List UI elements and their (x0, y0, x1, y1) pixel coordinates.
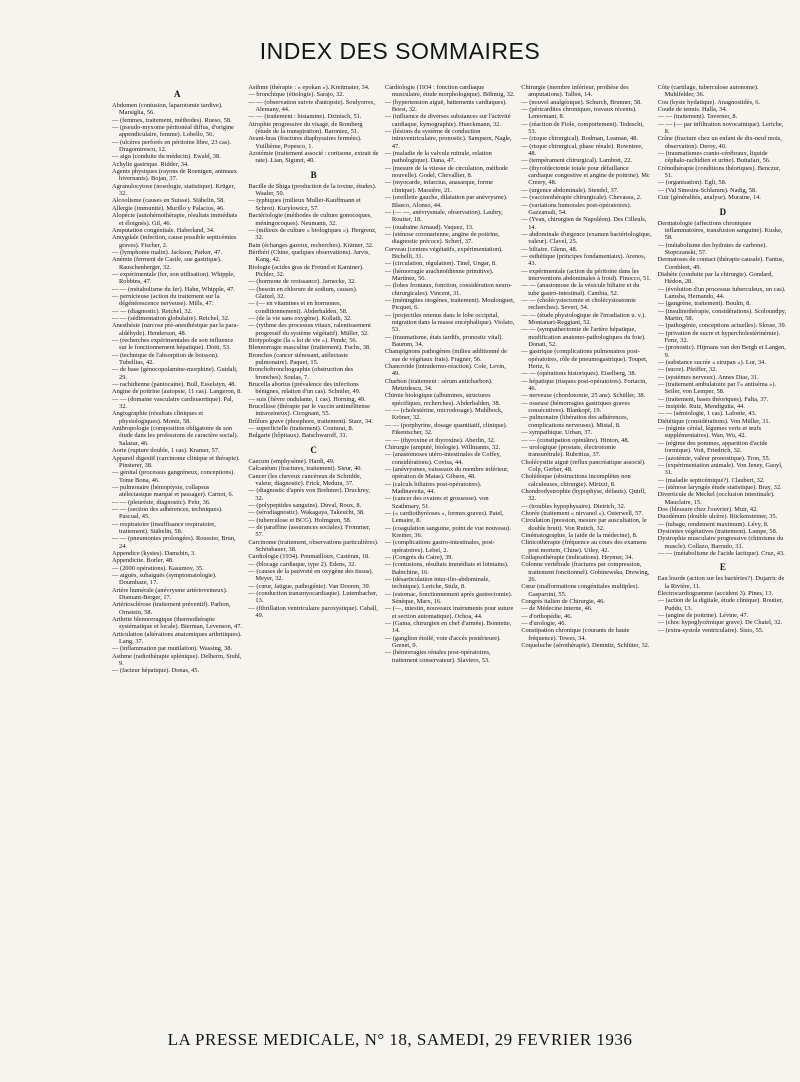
index-entry: Dystrophie musculaire progressive (chimisme du muscle). Collazo, Barrudo, 31. (657, 535, 784, 550)
index-entry: — (privation de sucre et hypercholestérinémie). Fenz, 32. (657, 329, 781, 344)
index-entry: — (lésions du système de conduction intraventriculaire, pronostic). Sampson, Nagle, 47. (384, 128, 512, 150)
index-entry: — (substance sucrée « sirupan »). Lur, 34. (657, 359, 766, 367)
index-entry: — pulmonaire (libération des adhérences, complications nerveuses). Mistal, 8. (521, 414, 629, 429)
index-entry: — (réaction de Fiole, comportement). Tedeschi, 53. (521, 120, 644, 136)
index-entry: — — (traitement : histamine). Dzinisch, 51. (248, 113, 362, 121)
index-entry: Bronches (cancer sténosant, atélectasie pulmonaire). Paquet, 15. (248, 351, 349, 367)
index-entry: — de base (génocopolamine-morphine). Guidali, 29. (112, 366, 238, 381)
index-entry: — (inflammation par mutilation). Wassing, 38. (112, 645, 233, 653)
index-column-4 (521, 84, 651, 1019)
index-entry: — (régime céréal, légumes verts et œufs supplémentaires). Wan, Wu, 42. (657, 425, 762, 440)
index-entry: Abdomen (contusion, laparotomie tardive). Marsiglia, 56. (112, 102, 223, 117)
index-entry: Alopécie (autohémothérapie, résultats immédiats et éloignés). Gil, 46. (112, 212, 238, 227)
index-entry: — aiguës, subaiguës (symptomatologie). Doumbaze, 17. (112, 572, 217, 587)
index-entry: — (femmes, traitement, méthodes). Rueso, 58. (112, 116, 232, 124)
index-entry: Bactériologie (méthodes de culture gonocoques, méningocoques). Neumann, 32. (248, 212, 372, 227)
index-entry: — (influence de diverses substances sur l'activité cardiaque, kymographie). Hueckmann, 32. (384, 113, 511, 128)
index-entry: — (pathogénie, conceptions actuelles). Slosse, 39. (657, 322, 787, 330)
index-entry: Bain (échanges gazeux, recherches). Krämer, 32. (248, 241, 374, 249)
index-column-5 (658, 84, 788, 1019)
index-entry: — (hémorragie arachnoïdienne primitive). Martinez, 56. (384, 267, 494, 282)
index-entry: — (risque chirurgical). Bodman, Leaman, 48. (521, 135, 639, 143)
index-entry: — (azotémie, valeur pronostique). Tron, 55. (657, 454, 771, 462)
index-entry: — d'orthopédie, 46. (521, 612, 573, 620)
index-entry: — bronchique (étiologie). Sarajo, 32. (248, 91, 345, 99)
index-entry: — sympathique. Urban, 37. (521, 429, 593, 437)
index-entry: — (sérodiagnostic). Wakagaya, Takeuchi, 38. (248, 509, 365, 517)
index-entry: — (variations humorales post-opératoires). Gazzamali, 54. (521, 201, 632, 216)
index-entry: — — (domaine vasculaire cardioaortique). Pal, 32. (112, 395, 234, 411)
index-entry: — (gangrène, traitement). Boulin, 8. (657, 300, 751, 308)
index-entry: Dos (blessure chez l'ouvrier). Muir, 42. (657, 505, 758, 513)
index-entry: — expérimentale (fer, son utilisation). Whipple, Robbins, 47. (112, 270, 235, 286)
index-entry: Bronchobronchographie (obstruction des bronches). Soulas, 7. (248, 366, 354, 381)
index-entry: — (contusions, résultats immédiats et lointains). Babtchine, 16. (384, 561, 509, 576)
index-entry: Crénothérapie (conditions théoriques). Benczur, 51. (657, 164, 781, 180)
index-entry: — (—, intestin, nouveaux instruments pour suture et section automatique). Ochoa, 44. (384, 605, 514, 620)
index-entry: — (diagnostic d'après von Brehmer). Druckrey, 32. (248, 487, 370, 502)
index-entry: — nerveuse (chordotomie, 25 ans). Schüller, 38. (521, 392, 646, 400)
index-entry: Amygdale (infection, cause possible septicémies graves). Fischer, 2. (112, 234, 237, 249)
index-entry: Arthrite blennorragique (thermothérapie systématique et locale). Bierman, Levenson, 47. (112, 616, 242, 631)
index-entry: — (hypertension aiguë, battements cardiaques). Borst, 32. (384, 98, 507, 114)
index-entry: — (cancer des ovaires et grossesse). von Szathmary, 51. (384, 495, 489, 510)
index-entry: — (hémorragies rénales post-opératoires, traitement conservateur). Slaviero, 53. (384, 649, 491, 664)
index-entry: — urologique (prostate, électrotomie transurétrale). Rubritius, 37. (521, 443, 616, 459)
index-entry: Dermatologie (affections chroniques inflammatoires, transfusion sanguine). Kuske, 58. (657, 219, 783, 242)
index-entry: — (traumatismes cranio-cérébraux, liquide céphalo-rachidien et urine). Buttafari, 56. (657, 150, 771, 165)
index-entry: Béribéri (Chine, quelques observations). Jarvis, Kang, 42. (248, 248, 370, 264)
index-entry: — (Yvan, chirurgien de Napoléon). Des Cilleuls, 14. (521, 216, 647, 231)
index-entry: — (rythme des processus vitaux, ralentissement progressif du système végétatif). Müller, 32. (248, 322, 371, 337)
index-entry: — (polypeptides sanguins). Duval, Roux, 8. (248, 501, 362, 509)
index-entry: — (nouvel analgésique). Schurch, Brunner, 58. (521, 98, 642, 106)
index-entry: Coude de tennis. Halla, 34. (657, 106, 728, 114)
index-entry: — suis (fièvre ondulante, 1 cas). Horning, 49. (248, 395, 366, 403)
index-entry: Cinématographie, la (aide de la médecine), 8. (521, 531, 638, 539)
index-entry: — gastrique (complications pulmonaires post-opératoires, rôle de pneumogastrique). Toupet, Hertz, 6. (521, 348, 648, 371)
index-entry: Biologie (acides gras de Freund et Kaminer). Pichler, 32. (248, 263, 364, 278)
index-entry: — — (— par infiltration novocaïnique). Leriche, 8. (657, 120, 784, 136)
index-entry: — (ouabaïne Arnaud). Vaquez, 13. (384, 223, 474, 231)
index-entry: — — (étude physiologique de l'irradiation u. v.). Montanari-Reggiani, 52. (521, 311, 646, 326)
index-entry: — (traitement ambulatoire par l'« antiséma »). Seiler, von Lemper, 58. (657, 381, 777, 396)
index-entry: Chancroïde (intradermo-réaction). Cole, Levin, 49. (384, 363, 506, 378)
index-entry: — (cœur, fatigue, pathogénie). Van Dooren, 39. (248, 582, 371, 590)
index-entry: — superficielle (traitement). Couturat, 8. (248, 425, 354, 433)
index-entry: — — (cholestérine, microdosage). Muhlbock, Kröner, 32. (384, 407, 503, 422)
index-entry: Anthropologie (composition obligatoire de son étude dans les professions de caractère social). Salazar, 46. (112, 425, 239, 447)
page-title: INDEX DES SOMMAIRES (259, 38, 541, 64)
index-entry: — (fibrillation ventriculaire paroxystique). Cahall, 49. (248, 604, 378, 620)
index-entry: — (angine de poitrine). Lévine, 47. (657, 612, 749, 620)
index-entry: Atrophie progressive du visage, de Romberg (étude de la transpiration). Baroniez, 51. (248, 120, 363, 136)
section-letter: D (719, 206, 727, 217)
index-entry: — — (pneumonies prolongées). Roussier, Brun, 24. (112, 535, 236, 550)
index-column-3 (385, 84, 515, 1019)
index-entry: — de Médecine interne, 46. (521, 605, 593, 613)
index-entry: — (organisation). Egli, 58. (657, 179, 727, 187)
index-entry: — (projectiles retenus dans le lobe occipital, migration dans la masse encéphalique). Violato, 53. (384, 311, 515, 334)
index-entry: — (pronostic). Hijmans van den Bergh et Langen, 9. (657, 344, 786, 359)
index-entry: — (thyroïdectomie totale pour défaillance cardiaque congestive et angine de poitrine). Mc Creery, 48. (521, 164, 650, 187)
index-entry: — (complications gastro-intestinales, post-opératoires). Lebel, 2. (384, 539, 495, 554)
index-entry: Achylie gastrique. Ridder, 34. (112, 160, 189, 168)
index-entry: Artériosclérose (traitement préventif). Parhon, Ornstein, 58. (112, 601, 231, 616)
index-entry: Anémie (ferment de Castle, sue gastrique). Rauschenberger, 32. (112, 256, 222, 271)
index-entry: — (maladie septicémique?). Claubert, 32. (657, 476, 765, 484)
index-entry: — (traitement, bases théoriques). Falta, 37. (657, 395, 769, 403)
index-entry: Cancer (les cheveux cancéreux de Schridde, valeur, diagnostic). Frick, Medura, 37. (248, 472, 362, 487)
index-entry: — (troubles hypophysaire). Dietrich, 32. (521, 502, 626, 510)
index-entry: — (— —, anévrysmale, observation). Laubry, Routier, 18. (384, 208, 503, 224)
index-entry: — — (métabolisme du fer). Hahn, Whipple, 47. (112, 285, 235, 293)
index-entry: — typhiques (milieux Muller-Kauffmann et Schrot). Kurylowicz, 57. (248, 197, 361, 212)
index-entry: Caecum (emphysème). Hardt, 49. (248, 457, 335, 465)
index-entry: — esthétique (principes fondamentaux). Arenos, 43. (521, 252, 646, 268)
index-entry: Chimie biologique (albumines, structures spécifiques, recherches). Abderhalden, 38. (384, 392, 501, 407)
index-entry: Cholédoque (obstructions incomplètes non calculeuses, chirurgie). Mirizzi, 8. (521, 473, 631, 488)
index-entry: Charbon (traitement : sérum anticharbon). Metzidescu, 34. (384, 377, 493, 393)
index-entry: — (sténose coronarienne, angine de poitrine, diagnostic précoce). Scherf, 37. (384, 230, 500, 246)
index-entry: — (maladie de la valvule mitrale, relation pathologique). Dana, 47. (384, 150, 492, 165)
index-entry: — (régime des pommes, apparition d'acide formique). Voit, Friedrich, 32. (657, 439, 768, 455)
index-entry: Biotypologie (la « loi de vie »). Pende, 56. (248, 337, 358, 344)
index-entry: — (pseudo-myxome péritonéal diffus, d'origine appendiculaire, femme). Lobello, 56. (112, 124, 234, 139)
index-entry: — — (porphyrine, dosage quantitatif, clinique). Fikentscher, 32. (384, 421, 508, 437)
index-entry: — aigu (conduite du médecin). Ewald, 38. (112, 153, 221, 161)
index-entry: — (lobes frontaux, fonction, considération neuro-chirurgicales). Vincent, 31. (384, 282, 513, 297)
index-entry: Avant-bras (fractures diaphysaires fermées). Vuillième, Popesco, 1. (248, 135, 362, 150)
index-entry: — (mesure de la vitesse de circulation, méthode nouvelle). Godel, Chevallier, 8. (384, 164, 508, 180)
index-entry: Asthme (radiothérapie splénique). Delherm, Stuhl, 9. (112, 652, 242, 668)
index-entry: — (estomac, fonctionnement après gastrectomie). Sénèque, Marx, 16. (384, 590, 513, 606)
index-entry: — (Gama, chirurgien en chef d'armée). Bonnette, 14. (384, 620, 512, 635)
index-entry: — (anastomoses utéro-intestinales de Coffey, considérations). Covisa, 44. (384, 451, 501, 466)
index-entry: Clinicothérapie (fréquence au cours des examens post mortem, Chine). Utley, 42. (521, 539, 647, 554)
index-entry: — (extra-systole ventriculaire). Sisto, 55. (657, 626, 764, 634)
index-entry: Chirurgie (membre inférieur, prothèse des amputations). Talbot, 14. (521, 84, 629, 99)
index-entry: Aorte (rupture double, 1 cas). Kramer, 57. (112, 447, 220, 455)
index-entry: — (coagulation sanguine, point de vue nouveau). Kreiner, 36. (384, 524, 511, 539)
index-entry: — (calculs biliaires post-opératoires). Madinaveita, 44. (384, 480, 482, 495)
index-entry: — (« cardiothyréoses », formes graves). Patel, Lemaire, 8. (384, 509, 504, 525)
index-entry: — — (métabolisme de l'acide lactique). Cruz, 43. (657, 549, 785, 557)
index-entry: Diabète (conduite par la chirurgie). Gondard, Hédon, 28. (657, 270, 774, 286)
index-entry: — (sucre). Pfeiffer, 32. (657, 366, 717, 374)
index-entry: Dermatoses de contact (thérapie causale). Fantus, Cornbleet, 49. (657, 256, 785, 271)
index-entry: Chirurgie (amputé, biologie). Willmanns, 32. (384, 443, 501, 451)
index-entry: — (lymphome malin). Jackson, Parker, 47. (112, 248, 222, 256)
index-entry: — rachidienne (pantocaine). Bull, Esselstyn, 48. (112, 381, 237, 389)
index-entry: — (de la vie sans oxygène). Kollath, 32. (248, 314, 352, 322)
index-entry: — (milieux de culture « biologiques »). Hergrenz, 32. (248, 226, 377, 242)
index-entry: — pulmonaire (hémoptysie, collapsus atélectasique marqué et passager). Carnot, 6. (112, 483, 234, 499)
index-entry: — — (pleurésie, diagnostic). Fehr, 36. (112, 498, 211, 506)
index-entry: Diététique (considérations). Von Müller, 31. (657, 417, 771, 425)
index-entry: Carcinome (traitement, observations particulières). Schönbauer, 38. (248, 538, 379, 553)
index-entry: Eau lourde (action sur les bactéries?). Dujarric de la Rivière, 11. (657, 575, 785, 590)
index-entry: — — (observation suivie d'autopsie). Soulyorres, Alemany, 44. (248, 98, 376, 114)
index-entry: Crâne (fracture chez un enfant de dix-neuf mois, observation). Deroy, 40. (657, 135, 782, 150)
index-entry: Électrocardiogramme (accident 3). Pines, 13. (657, 590, 774, 597)
index-entry: Brucellose (thérapie par le vaccin antimélitense intraveineux). Cicognani, 55. (248, 403, 370, 418)
index-entry: Dystonies végétatives (traitement). Lampe, 58. (657, 527, 778, 535)
index-entry: Bacille de Shiga (production de la toxine, études). Waaler, 50. (248, 182, 377, 198)
index-entry: — (méningites otogènes, traitement). Moulonguet, Picquet, 6. (384, 296, 515, 312)
index-entry: Bulgarie (hôpitaux). Batschwaroff, 31. (248, 432, 348, 440)
index-entry: Constipation chronique (courants de haute fréquence). Tewes, 34. (521, 627, 630, 642)
index-entry: — (traumatisme, états tardifs, pronostic vital). Baumm, 34. (384, 333, 504, 349)
index-entry: — — (traitement). Taverner, 8. (657, 113, 738, 121)
index-entry: Côte (cartilage, tuberculose autonome). Muhlfelder, 36. (657, 84, 759, 99)
index-entry: Diverticule de Meckel (occlusion intestinale). Mauclaire, 15. (657, 491, 775, 506)
index-entry: Calcanéum (fractures, traitement). Sieur, 40. (248, 465, 363, 473)
index-entry: Cœur (malformations congénitales multiples). Gasparrini, 55. (521, 583, 640, 598)
index-entry: — (anévrysmes, vaisseaux du membre inférieur, opération de Matas). Gibson, 48. (384, 465, 509, 481)
index-entry: — (péricardites chroniques, travaux récents). Lenormant, 8. (521, 106, 637, 121)
index-entry: Appareil digestif (carcinome clinique et thérapie). Pinsterer, 38. (112, 454, 240, 469)
index-columns (112, 84, 788, 1019)
index-entry: Congrès italien de Chirurgie, 46. (521, 598, 605, 606)
index-entry: — (myocarde, infarctus, anasarque, forme clinique). Massière, 21. (384, 179, 493, 194)
index-entry: — (blocage cardiaque, type 2). Edens, 32. (248, 560, 356, 568)
index-entry: Azotémie (traitement associé : cortisone, extrait de rate). Lian, Siguret, 40. (248, 150, 379, 165)
index-entry: Chondrodystrophie (hypophyse, défauts). Quirll, 32. (521, 487, 646, 503)
index-entry: — — (anastomose de la vésicule biliaire et du tube gastro-intestinal). Cambia, 52. (521, 282, 640, 297)
index-entry: Asthme (thérapie : « epokan »). Kreitmaier, 34. (248, 84, 370, 91)
page-footer: LA PRESSE MEDICALE, N° 18, SAMEDI, 29 FEVRIER 1936 (167, 1030, 633, 1049)
index-entry: — (choc hypoglycémique grave). De Chatel, 32. (657, 619, 783, 627)
index-entry: — (oreillette gauche, dilatation par anévrysme). Blasco, Alonso, 44. (384, 194, 508, 209)
index-entry: — (facteur hépatique). Donas, 45. (112, 667, 200, 675)
index-entry: — — (constipation opiniâtre). Hinton, 48. (521, 436, 630, 444)
index-entry: — (conduction transmyocardiaque). Lutembacher, 13. (248, 590, 378, 605)
index-entry: — — (opérations historiques). Eiselberg, 38. (521, 370, 637, 378)
index-entry: Collapsothérapie (indications). Heymer, 34. (521, 554, 634, 561)
index-entry: — (évolution d'un processus tuberculeux, un cas). Lamsba, Hernando, 44. (657, 285, 786, 300)
index-entry: — (tubage, rendement maximum). Lévy, 8. (657, 520, 769, 528)
index-entry: — (technique de l'absorption de boisson). Tubellius, 42. (112, 351, 219, 367)
index-entry: Angine de poitrine (autopsie, 11 cas). Langeron, 8. (112, 388, 242, 396)
index-entry: — (tuberculose et BCG). Holmgren, 58. (248, 516, 352, 524)
index-entry: Agents physiques (rayons de Roentgen, animaux hivernants). Bojan, 37. (112, 168, 237, 183)
index-entry: — — (cholécystectomie et cholécystostomie recherches). Severi, 54. (521, 296, 636, 312)
index-entry: — (circulation, régulation). Tinel, Ungar, 8. (384, 260, 497, 268)
index-entry: — (hormone de croissance). Jarnecke, 32. (248, 278, 356, 286)
index-entry: Blennorragie masculine (traitement). Fuchs, 38. (248, 344, 371, 352)
index-entry: — (besoin en chlorure de sodium, causes). Glatzel, 32. (248, 285, 358, 300)
index-entry: Chorée (traitement « nirvanol »). Osterwell, 57. (521, 509, 644, 517)
index-entry: — hépatique (risques post-opératoires). Fortacin, 46. (521, 377, 647, 393)
index-entry: — (recherches expérimentales de son influence sur le fonctionnement hépatique). Dotti, 53. (112, 337, 234, 352)
index-column-1 (112, 84, 242, 1019)
index-entry: — (risque chirurgical, phase rénale). Rowntree, 48. (521, 142, 643, 158)
index-entry: — (sténose laryngée étude statistique). Bray, 32. (657, 483, 782, 491)
index-entry: Brucella abortus (prévalence des infections bénignes, relation d'un cas). Schniler, 49. (248, 381, 361, 396)
section-letter: B (310, 169, 317, 180)
index-entry: — (désarticulation inter-ilio-abdominale, technique). Leriche, Stulz, 8. (384, 576, 490, 591)
index-entry: — pernicieuse (action du traitement sur la dégénérescence nerveuse). Mills, 47. (112, 292, 220, 308)
index-entry: Cou (kyste hydatique). Anagnostidès, 6. (657, 98, 761, 106)
index-entry: Angiographie (résultats cliniques et physiologiques). Moniz, 58. (112, 410, 204, 425)
index-entry: Colonne vertébrale (fractures par compression, traitement fonctionnel). Gobinewska, Drewing, 26. (521, 561, 650, 584)
index-entry: Brûlure grave (phosphore, traitement). Starz, 34. (248, 417, 373, 425)
index-entry: Articulation (altérations anatomiques arthritiques). Lang, 37. (112, 630, 242, 646)
index-entry: — expérimentale (action du péritoine dans les interventions abdominales à froid). Finocco, 51. (521, 267, 652, 282)
index-entry: Amputation congénitale. Haberland, 34. (112, 226, 215, 234)
index-entry: — (ganglion étoilé, voie d'accès postérieure). Grenet, 9. (384, 634, 501, 650)
index-entry: Alcoolisme (causes en Suisse). Stähelin, 58. (112, 197, 225, 205)
index-entry: — (2000 opérations). Kasumov, 35. (112, 564, 204, 572)
index-entry: — — (diagnostic). Reichel, 32. (112, 307, 193, 315)
index-entry: Anesthésie (narcose pré-anesthésique par la para-aldéhyde). Henderson, 48. (112, 322, 239, 337)
section-letter: A (173, 89, 181, 99)
index-entry: Agranulocytose (nosologie, statistique). Krüger, 32. (112, 182, 235, 198)
index-entry: — de paraffine (assurances sociales). Frommer, 57. (248, 523, 371, 539)
index-entry: — (urgence abdominale). Stendel, 37. (521, 186, 619, 194)
index-entry: — — (thyroxine et thyroxine). Aberlin, 32. (384, 436, 496, 444)
index-entry: — (Val Sinestra-Schlamm). Nadig, 58. (657, 186, 757, 194)
index-entry: — (action de la digitale, étude clinique). Routier, Puddu, 13. (657, 597, 784, 612)
index-entry: Allergie (immunité). Murillo y Palacios, 46. (112, 204, 225, 212)
index-entry: — (expérimentation animale). Von Jeney, Gaoyl, 31. (657, 461, 783, 477)
index-entry: — — (sédimentation globulaire). Reichel, 32. (112, 314, 230, 322)
index-entry: — (vaccinothérapie chirurgicale). Chevassu, 2. (521, 194, 642, 202)
index-entry: Champignons pathogènes (milieu additionné de sue de végétaux frais). Fragner, 56. (384, 348, 507, 363)
index-entry: — (systèmes nerveux). Annes Dias, 31. (657, 373, 759, 381)
index-entry: Cuir (généralités, analyse). Muraine, 14. (657, 194, 761, 202)
index-entry: — abdominale d'urgence (examen bactériologique, valeur). Clavel, 25. (521, 230, 652, 246)
section-letter: E (719, 562, 726, 573)
index-entry: — (Congrès du Caire), 39. (384, 554, 453, 561)
index-entry: — respiratoire (insuffisance respiratoire, traitement). Stähelin, 58. (112, 520, 216, 535)
index-entry: Coqueluche (sérothérapie). Demnitz, Schlüter, 32. (521, 642, 650, 650)
index-entry: Circulation (pression, mesure par auscultation, le double bruit). Von Rutich, 32. (521, 517, 647, 532)
index-entry: — (métabolisme des hydrates de carbone). Stopczanski, 57. (657, 241, 767, 256)
index-entry: Appendicite. Borler, 48. (112, 557, 174, 565)
index-entry: — — (section des adhérences, techniques). Pascual, 45. (112, 505, 223, 521)
index-entry: — (— en vitamines et en hormones, conditionnement). Abderhalden, 58. (248, 300, 348, 315)
index-entry: Artère humérale (anévrysme artérioveineux). Diamant-Berger, 17. (112, 586, 228, 602)
index-entry: Cholécystite aiguë (reflux pancréatique associé). Colp, Gerber, 48. (521, 458, 646, 473)
index-entry: Cardiologie (1934 : fonction cardiaque musculaire, étude morphologique). Böhmig, 32. (384, 84, 515, 99)
index-entry: — biliaire. Glenn, 48. (521, 245, 578, 253)
index-entry: — génital (processus gangréneux, conceptions). Tome Bona, 46. (112, 469, 235, 484)
index-entry: — (ulcères perforés en péritoine libre, 23 cas). Dragomirescu, 12. (112, 138, 232, 154)
index-entry: — (insulinothérapie, considérations). Scoloundpy, Martin, 58. (657, 307, 787, 322)
index-entry: Cerveau (centres végétatifs, expérimentation). Bichelli, 31. (384, 245, 503, 260)
index-entry: — — (sympathectomie de l'artère hépatique, modification anatomo-pathologiques du foie). Donati, 52. (521, 326, 646, 349)
section-letter: C (310, 444, 317, 455)
index-entry: — insipide. Ruiz, Mendiguita, 44. (657, 403, 745, 411)
index-entry: — (tempérament chirurgical). Lambret, 22. (521, 157, 633, 165)
index-entry: Duodénum (double ulcère). Rückensteiner, 35. (657, 513, 778, 521)
index-entry: — osseuse (hémorragies gastriques graves consécutives). Blankopf, 19. (521, 399, 630, 415)
index-entry: — — (sémiologie, 1 cas). Lafonte, 43. (657, 410, 757, 418)
index-column-2 (248, 84, 378, 1019)
index-entry: — (causes de la pauvreté en oxygène des tissus). Meyer, 32. (248, 567, 374, 583)
index-entry: — d'urologie, 46. (521, 620, 567, 628)
index-entry: Appendice (kystes). Damsbin, 3. (112, 549, 196, 557)
index-entry: Cardiologie (1934). Poumailloux, Castéran, 18. (248, 553, 370, 561)
